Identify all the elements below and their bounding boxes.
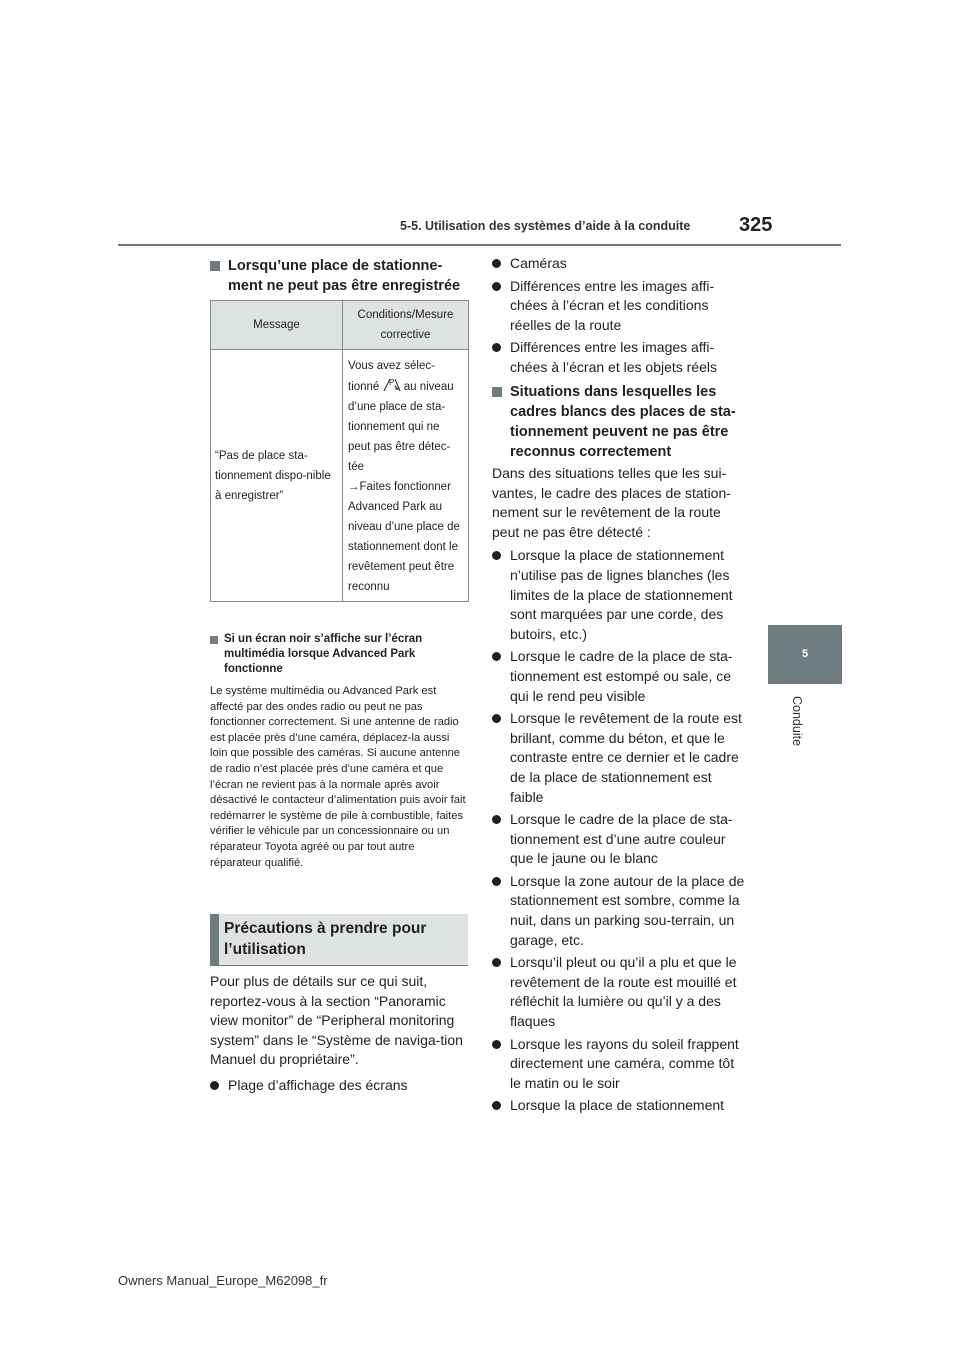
table-header-row [211,301,469,350]
bullet-icon [492,282,501,291]
cond-text-end: au niveau d’une place de sta-tionnement qui ne peut pas être détec-tée [348,381,454,473]
list-item: Lorsque les rayons du soleil frappent directement une caméra, comme tôt le matin ou le soir [492,1035,747,1094]
bullet-icon [492,259,501,268]
bullet-icon [210,1081,219,1090]
list-item: Lorsque la place de stationnement n’utilise pas de lignes blanches (les limites de la place de stationnement sont marquées par une corde, des butoirs, etc.) [492,546,747,644]
col-message: Message [211,301,343,350]
bullet-icon [492,343,501,352]
section-heading-underline [210,965,468,966]
section-paragraph: Pour plus de détails sur ce qui suit, reportez-vous à la section “Panoramic view monitor” de “Peripheral monitoring system” dans le “Système de naviga-tion Manuel du propriétaire”. [210,973,463,1068]
bullet-icon [492,1101,501,1110]
cond-text-start: Vous avez sélec-tionné [348,360,435,393]
header-divider [118,244,841,246]
section-heading-bar [210,914,219,966]
right-main-content [492,464,747,1116]
list-item: Plage d’affichage des écrans [210,1076,468,1096]
section-header: 5-5. Utilisation des systèmes d’aide à la conduite [400,219,691,233]
heading-white-frames: Situations dans lesquelles les cadres blancs des places de sta-tionnement peuvent ne pas être reconnus correctement [492,382,747,462]
cond-action: →Faites fonctionner Advanced Park au niveau d’une place de stationnement dont le revêtement peut être reconnu [348,481,460,593]
document-footer: Owners Manual_Europe_M62098_fr [118,1273,328,1288]
left-lower-content [210,972,468,1096]
list-item: Lorsque la place de stationnement [492,1096,747,1116]
cell-conditions [343,350,469,602]
parking-assist-icon [383,376,401,392]
chapter-tab: 5 [768,625,842,684]
bullet-icon [492,877,501,886]
note-body: Le système multimédia ou Advanced Park est affecté par des ondes radio ou peut ne pas fonctionner correctement. Si une antenne de radio est placée près d’une caméra, déplacez-la aussi loin que possible des caméras. Si aucune antenne de radio n’est placée près d’une caméra et que l’écran ne revient pas à la normale après avoir désactivé le contacteur d’alimentation puis avoir fait redémarrer le système de pile à combustible, faites vérifier le véhicule par un concessionnaire ou un réparateur Toyota agréé ou par tout autre réparateur qualifié. [210,685,466,869]
bullet-icon [492,815,501,824]
message-table [210,300,469,602]
page-number: 325 [739,214,773,236]
list-item: Lorsque la zone autour de la place de stationnement est sombre, comme la nuit, dans un parking sou-terrain, un garage, etc. [492,872,747,950]
section-title: Précautions à prendre pour l’utilisation [224,920,427,958]
square-bullet-icon [210,261,220,271]
cell-message: “Pas de place sta-tionnement dispo-nible à enregistrer” [211,350,343,602]
heading-unregistered-space: Lorsqu’une place de stationne-ment ne peut pas être enregistrée [210,256,470,296]
list-item: Différences entre les images affi-chées à l’écran et les conditions réelles de la route [492,277,747,336]
list-item: Caméras [492,254,747,274]
list-item: Lorsque le cadre de la place de sta-tionnement est estompé ou sale, ce qui le rend peu visible [492,647,747,706]
list-item: Différences entre les images affi-chées à l’écran et les objets réels [492,338,747,377]
list-item: Lorsque le revêtement de la route est brillant, comme du béton, et que le contraste entre ce dernier et le cadre de la place de stationnement est faible [492,709,747,807]
note-heading: Si un écran noir s’affiche sur l’écran multimédia lorsque Advanced Park fonctionne [210,632,468,677]
bullet-icon [492,958,501,967]
svg-text:P: P [388,378,394,387]
bullet-icon [492,1040,501,1049]
list-item: Lorsqu’il pleut ou qu’il a plu et que le revêtement de la route est mouillé et réfléchit la lumière ou qu’il y a des flaques [492,953,747,1031]
intro-paragraph: Dans des situations telles que les sui-vantes, le cadre des places de station-nement sur le revêtement de la route peut ne pas être détecté : [492,465,731,540]
bullet-icon [492,551,501,560]
table-row [211,350,469,602]
square-bullet-icon [492,387,502,397]
right-top-bullets [492,254,747,378]
col-conditions: Conditions/Mesure corrective [343,301,469,350]
chapter-label: Conduite [790,696,804,747]
bullet-icon [492,714,501,723]
square-bullet-icon [210,636,218,644]
bullet-icon [492,652,501,661]
list-item: Lorsque le cadre de la place de sta-tionnement est d’une autre couleur que le jaune ou le blanc [492,810,747,869]
